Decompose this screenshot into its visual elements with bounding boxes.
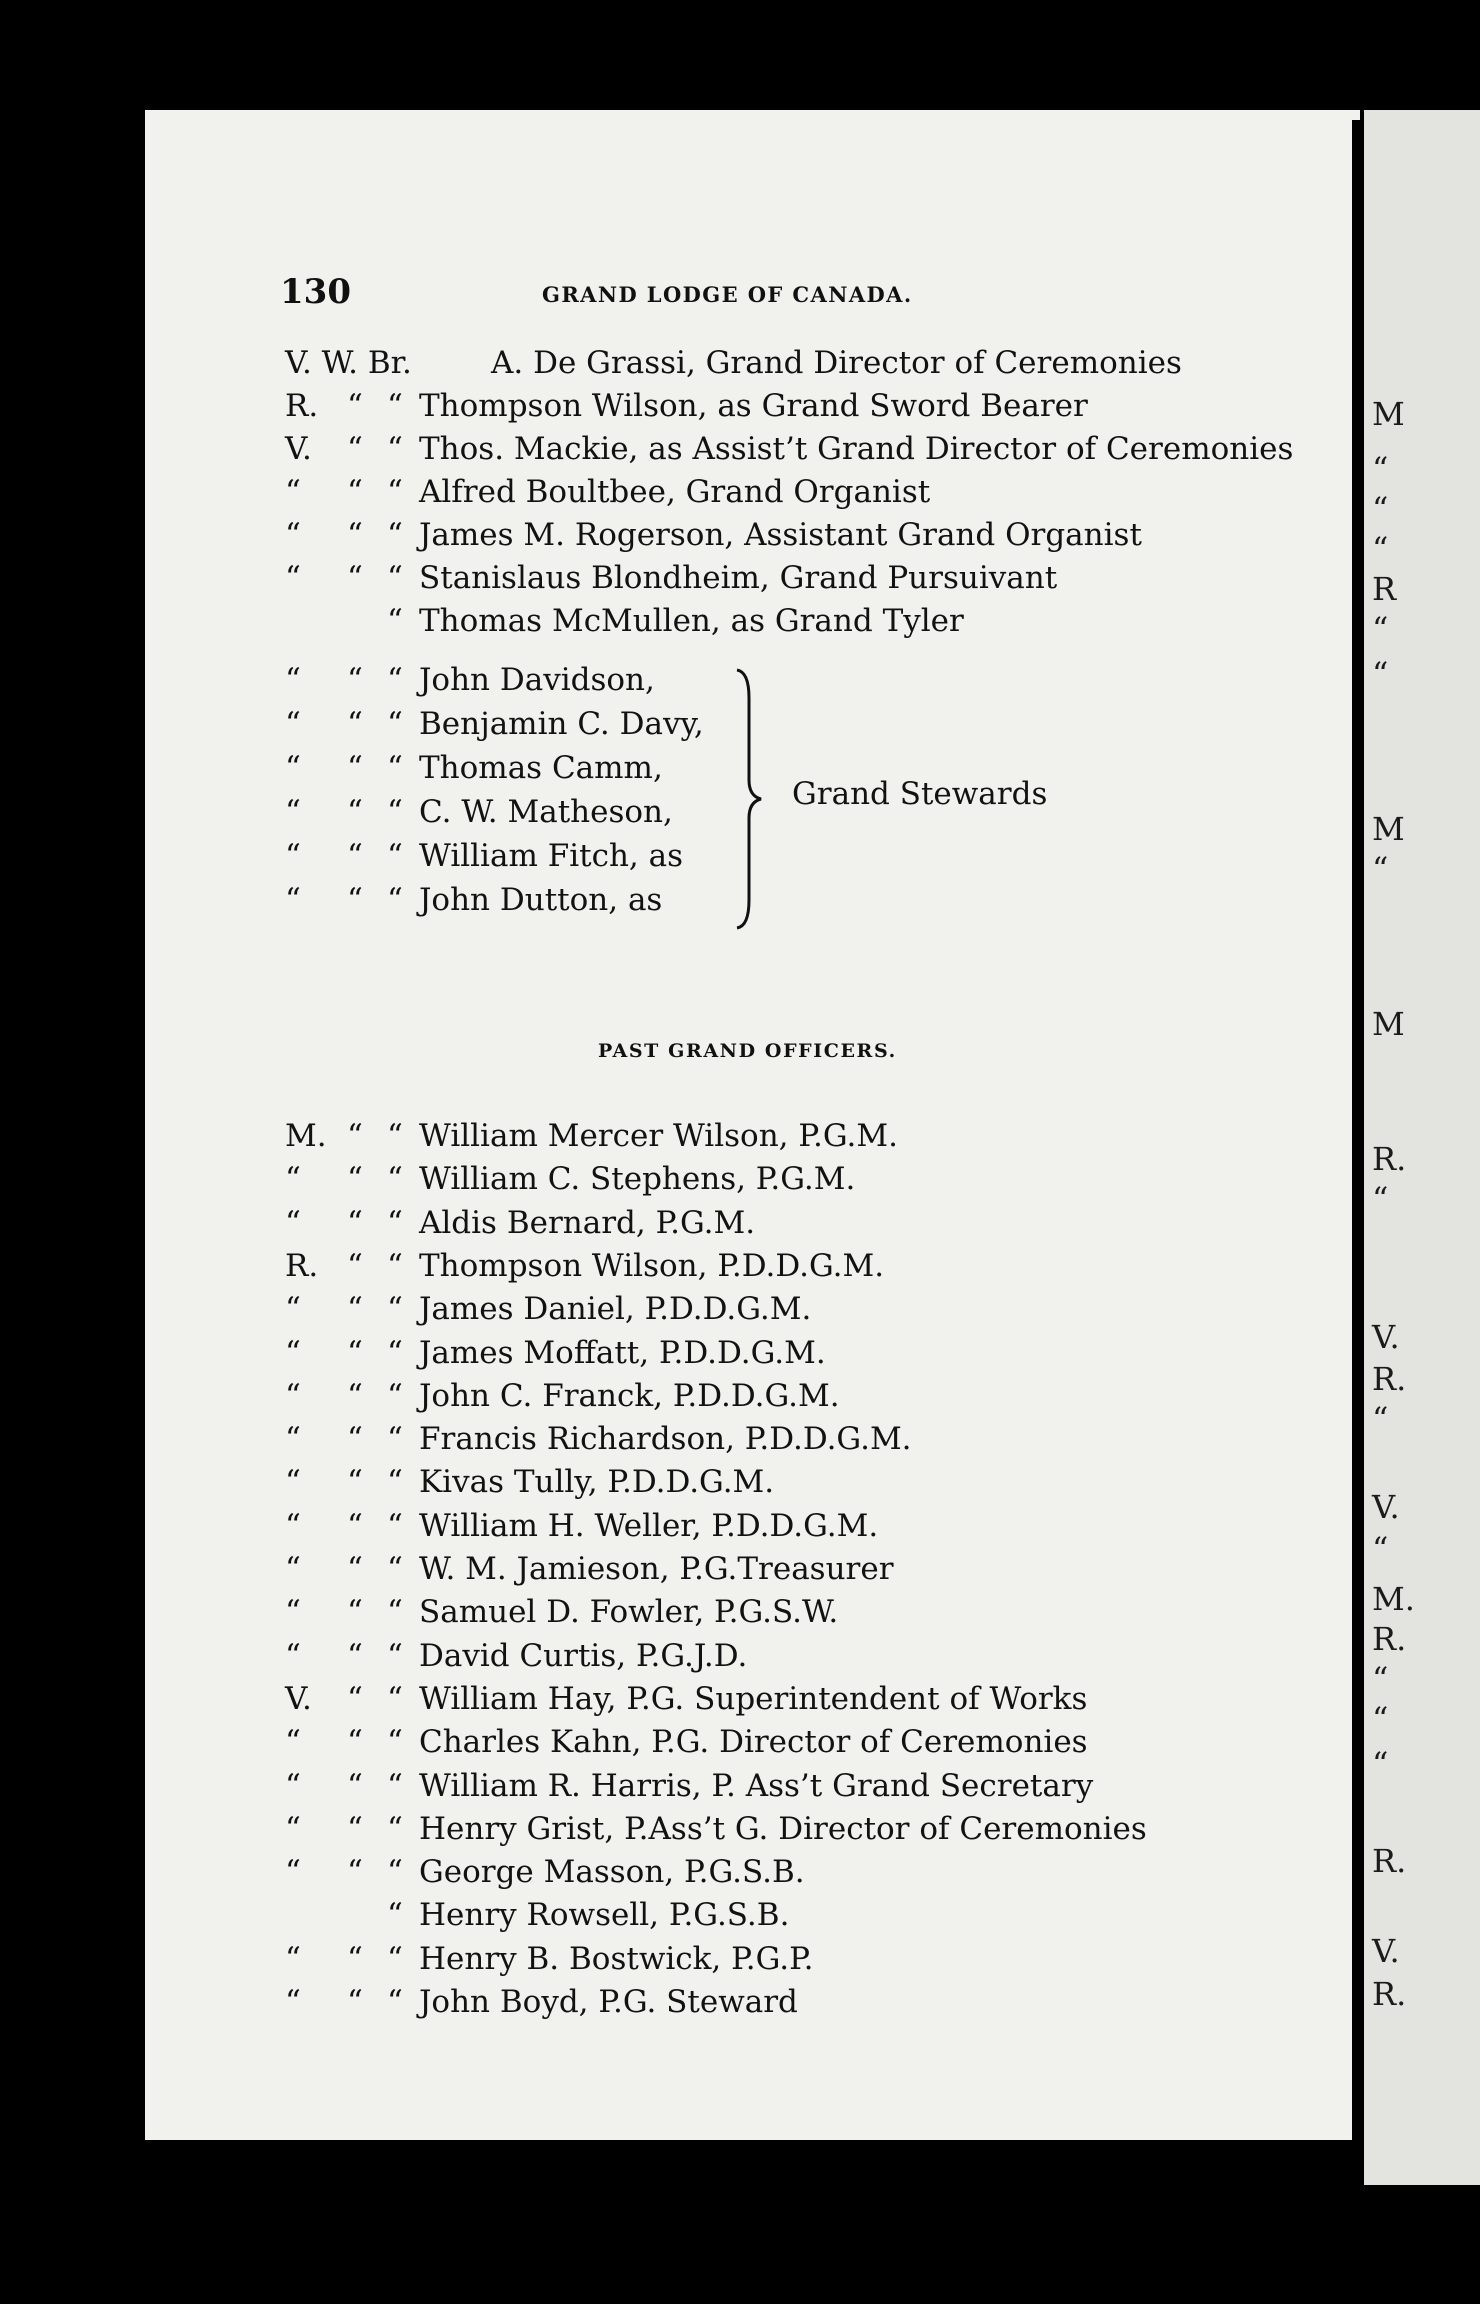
grand-stewards-label: Grand Stewards <box>792 776 1048 812</box>
ditto-mark: “ <box>387 1810 403 1847</box>
entry-line <box>285 1594 838 1636</box>
ditto-mark: “ <box>347 1421 363 1458</box>
adjacent-page-edge <box>1364 110 1480 2185</box>
rank-prefix: “ <box>285 838 301 874</box>
officer-entry: Alfred Boultbee, Grand Organist <box>419 474 931 510</box>
ditto-mark: “ <box>347 882 363 918</box>
ditto-mark: “ <box>387 1421 403 1458</box>
ditto-mark: “ <box>347 794 363 830</box>
ditto-mark: “ <box>387 603 403 639</box>
ditto-mark: “ <box>387 838 403 874</box>
entry-line <box>285 1248 884 1290</box>
ditto-mark: “ <box>347 838 363 874</box>
ditto-mark: “ <box>387 1680 403 1717</box>
officer-entry: Thomas Camm, <box>419 750 663 786</box>
officer-entry: Thomas McMullen, as Grand Tyler <box>419 603 964 639</box>
officer-entry: David Curtis, P.G.J.D. <box>419 1637 748 1674</box>
entry-line <box>285 345 1182 387</box>
rank-prefix: “ <box>285 1984 301 2020</box>
ditto-mark: “ <box>387 1897 403 1934</box>
officer-entry: Benjamin C. Davy, <box>419 706 704 742</box>
rank-prefix: “ <box>285 1551 301 1587</box>
officer-entry: A. De Grassi, Grand Director of Ceremonies <box>491 345 1182 381</box>
ditto-mark: “ <box>387 1594 403 1631</box>
ditto-mark: “ <box>347 706 363 742</box>
adjacent-page-text: “ <box>1372 1180 1389 1218</box>
entry-line <box>285 1854 805 1896</box>
entry-line <box>285 1291 811 1333</box>
ditto-mark: “ <box>387 706 403 742</box>
rank-prefix: V. W. Br. <box>285 345 412 381</box>
officer-entry: William C. Stephens, P.G.M. <box>419 1161 856 1198</box>
entry-line <box>285 1508 878 1550</box>
rank-prefix: “ <box>285 1940 301 1977</box>
ditto-mark: “ <box>387 388 403 424</box>
ditto-mark: “ <box>387 1204 403 1241</box>
officer-entry: John Dutton, as <box>419 882 663 918</box>
adjacent-page-text: R. <box>1372 1842 1407 1880</box>
entry-line <box>285 882 662 924</box>
adjacent-page-text: “ <box>1372 850 1389 888</box>
officer-entry: Charles Kahn, P.G. Director of Ceremonies <box>419 1724 1088 1761</box>
ditto-mark: “ <box>387 474 403 510</box>
entry-line <box>285 1378 840 1420</box>
rank-prefix: R. <box>285 388 319 424</box>
officer-entry: Thompson Wilson, as Grand Sword Bearer <box>419 388 1088 424</box>
adjacent-page-text: R. <box>1372 1140 1407 1178</box>
adjacent-page-text: M <box>1372 1005 1405 1043</box>
entry-line <box>285 1811 1147 1853</box>
rank-prefix: “ <box>285 560 301 596</box>
adjacent-page-text: V. <box>1372 1932 1400 1970</box>
entry-line <box>285 1551 894 1593</box>
officer-entry: John Davidson, <box>419 662 655 698</box>
rank-prefix: “ <box>285 882 301 918</box>
officer-entry: James M. Rogerson, Assistant Grand Organist <box>419 517 1142 553</box>
page-number: 130 <box>280 272 351 312</box>
officer-entry: Kivas Tully, P.D.D.G.M. <box>419 1464 775 1501</box>
ditto-mark: “ <box>347 517 363 553</box>
entry-line <box>285 1464 774 1506</box>
entry-line <box>285 1681 1087 1723</box>
officer-entry: William Hay, P.G. Superintendent of Works <box>419 1680 1088 1717</box>
entry-line <box>285 750 663 792</box>
entry-line <box>285 1205 755 1247</box>
entry-line <box>285 706 704 748</box>
rank-prefix: “ <box>285 1421 301 1458</box>
entry-line <box>285 517 1142 559</box>
officer-entry: James Daniel, P.D.D.G.M. <box>419 1291 812 1328</box>
ditto-mark: “ <box>387 1767 403 1804</box>
entry-line <box>285 1118 898 1160</box>
adjacent-page-text: R. <box>1372 1975 1407 2013</box>
ditto-mark: “ <box>347 431 363 467</box>
ditto-mark: “ <box>387 1507 403 1544</box>
ditto-mark: “ <box>347 560 363 596</box>
adjacent-page-text: “ <box>1372 530 1389 568</box>
entry-line <box>285 794 673 836</box>
adjacent-page-text: V. <box>1372 1318 1400 1356</box>
ditto-mark: “ <box>387 1334 403 1371</box>
officer-entry: Thos. Mackie, as Assist’t Grand Director of Ceremonies <box>419 431 1294 467</box>
ditto-mark: “ <box>347 1984 363 2020</box>
officer-entry: John Boyd, P.G. Steward <box>419 1984 798 2020</box>
ditto-mark: “ <box>387 1940 403 1977</box>
ditto-mark: “ <box>347 1940 363 1977</box>
rank-prefix: “ <box>285 1507 301 1544</box>
entry-line <box>285 1768 1093 1810</box>
adjacent-page-text: R <box>1372 570 1397 608</box>
rank-prefix: “ <box>285 662 301 698</box>
entry-line <box>285 474 930 516</box>
ditto-mark: “ <box>347 1637 363 1674</box>
adjacent-page-text: V. <box>1372 1488 1400 1526</box>
ditto-mark: “ <box>387 1724 403 1761</box>
officer-entry: Thompson Wilson, P.D.D.G.M. <box>419 1247 885 1284</box>
officer-entry: Aldis Bernard, P.G.M. <box>419 1204 756 1241</box>
ditto-mark: “ <box>387 1377 403 1414</box>
adjacent-page-text: “ <box>1372 1400 1389 1438</box>
entry-line <box>285 431 1293 473</box>
page-gutter <box>1352 120 1364 2160</box>
officer-entry: William Fitch, as <box>419 838 684 874</box>
ditto-mark: “ <box>347 1464 363 1501</box>
entry-line <box>285 1897 789 1939</box>
rank-prefix: R. <box>285 1247 319 1284</box>
officer-entry: Francis Richardson, P.D.D.G.M. <box>419 1421 912 1458</box>
rank-prefix: “ <box>285 1637 301 1674</box>
ditto-mark: “ <box>387 1637 403 1674</box>
entry-line <box>285 1161 855 1203</box>
adjacent-page-text: “ <box>1372 1530 1389 1568</box>
rank-prefix: “ <box>285 1810 301 1847</box>
rank-prefix: “ <box>285 1854 301 1891</box>
past-grand-officers-heading: PAST GRAND OFFICERS. <box>598 1040 897 1062</box>
rank-prefix: V. <box>285 1680 312 1717</box>
entry-line <box>285 662 655 704</box>
adjacent-page-text: “ <box>1372 1745 1389 1783</box>
rank-prefix: “ <box>285 1161 301 1198</box>
ditto-mark: “ <box>347 1594 363 1631</box>
rank-prefix: “ <box>285 706 301 742</box>
officer-entry: W. M. Jamieson, P.G.Treasurer <box>419 1551 894 1587</box>
rank-prefix: V. <box>285 431 312 467</box>
ditto-mark: “ <box>387 1551 403 1587</box>
ditto-mark: “ <box>387 1984 403 2020</box>
ditto-mark: “ <box>387 750 403 786</box>
ditto-mark: “ <box>347 1551 363 1587</box>
ditto-mark: “ <box>347 1247 363 1284</box>
adjacent-page-text: M. <box>1372 1580 1415 1618</box>
ditto-mark: “ <box>387 1161 403 1198</box>
officer-entry: Stanislaus Blondheim, Grand Pursuivant <box>419 560 1058 596</box>
ditto-mark: “ <box>347 750 363 786</box>
rank-prefix: “ <box>285 1724 301 1761</box>
ditto-mark: “ <box>387 662 403 698</box>
ditto-mark: “ <box>347 1767 363 1804</box>
ditto-mark: “ <box>347 1724 363 1761</box>
adjacent-page-text: “ <box>1372 1700 1389 1738</box>
ditto-mark: “ <box>387 560 403 596</box>
grand-stewards-brace <box>735 668 765 930</box>
entry-line <box>285 1638 747 1680</box>
officer-entry: William H. Weller, P.D.D.G.M. <box>419 1507 879 1544</box>
ditto-mark: “ <box>347 1507 363 1544</box>
entry-line <box>285 1984 798 2026</box>
officer-entry: Henry Rowsell, P.G.S.B. <box>419 1897 790 1934</box>
rank-prefix: “ <box>285 517 301 553</box>
rank-prefix: “ <box>285 1204 301 1241</box>
ditto-mark: “ <box>347 1161 363 1198</box>
rank-prefix: “ <box>285 1594 301 1631</box>
ditto-mark: “ <box>387 431 403 467</box>
ditto-mark: “ <box>387 882 403 918</box>
rank-prefix: M. <box>285 1118 327 1154</box>
ditto-mark: “ <box>347 1291 363 1328</box>
ditto-mark: “ <box>347 1204 363 1241</box>
adjacent-page-text: “ <box>1372 450 1389 488</box>
ditto-mark: “ <box>387 1854 403 1891</box>
officer-entry: William Mercer Wilson, P.G.M. <box>419 1118 898 1154</box>
rank-prefix: “ <box>285 1377 301 1414</box>
officer-entry: Samuel D. Fowler, P.G.S.W. <box>419 1594 839 1631</box>
entry-line <box>285 603 964 645</box>
ditto-mark: “ <box>387 794 403 830</box>
adjacent-page-text: R. <box>1372 1360 1407 1398</box>
adjacent-page-text: “ <box>1372 655 1389 693</box>
rank-prefix: “ <box>285 1767 301 1804</box>
ditto-mark: “ <box>387 1291 403 1328</box>
entry-line <box>285 838 683 880</box>
entry-line <box>285 1941 814 1983</box>
rank-prefix: “ <box>285 750 301 786</box>
ditto-mark: “ <box>347 474 363 510</box>
rank-prefix: “ <box>285 1464 301 1501</box>
ditto-mark: “ <box>347 1810 363 1847</box>
ditto-mark: “ <box>387 517 403 553</box>
adjacent-page-text: “ <box>1372 1660 1389 1698</box>
entry-line <box>285 560 1057 602</box>
adjacent-page-text: R. <box>1372 1620 1407 1658</box>
rank-prefix: “ <box>285 794 301 830</box>
officer-entry: Henry Grist, P.Ass’t G. Director of Ceremonies <box>419 1810 1147 1847</box>
ditto-mark: “ <box>347 1334 363 1371</box>
officer-entry: James Moffatt, P.D.D.G.M. <box>419 1334 826 1371</box>
adjacent-page-text: “ <box>1372 610 1389 648</box>
ditto-mark: “ <box>347 1854 363 1891</box>
ditto-mark: “ <box>347 1118 363 1154</box>
rank-prefix: “ <box>285 1291 301 1328</box>
ditto-mark: “ <box>387 1118 403 1154</box>
adjacent-page-text: M <box>1372 395 1405 433</box>
ditto-mark: “ <box>387 1464 403 1501</box>
ditto-mark: “ <box>347 1377 363 1414</box>
adjacent-page-text: M <box>1372 810 1405 848</box>
running-title: GRAND LODGE OF CANADA. <box>542 282 913 307</box>
rank-prefix: “ <box>285 474 301 510</box>
entry-line <box>285 1421 912 1463</box>
officer-entry: C. W. Matheson, <box>419 794 673 830</box>
ditto-mark: “ <box>347 388 363 424</box>
ditto-mark: “ <box>347 662 363 698</box>
officer-entry: George Masson, P.G.S.B. <box>419 1854 805 1891</box>
officer-entry: William R. Harris, P. Ass’t Grand Secretary <box>419 1767 1094 1804</box>
officer-entry: John C. Franck, P.D.D.G.M. <box>419 1377 840 1414</box>
entry-line <box>285 388 1088 430</box>
ditto-mark: “ <box>387 1247 403 1284</box>
entry-line <box>285 1335 826 1377</box>
entry-line <box>285 1724 1088 1766</box>
adjacent-page-text: “ <box>1372 490 1389 528</box>
rank-prefix: “ <box>285 1334 301 1371</box>
officer-entry: Henry B. Bostwick, P.G.P. <box>419 1940 814 1977</box>
ditto-mark: “ <box>347 1680 363 1717</box>
